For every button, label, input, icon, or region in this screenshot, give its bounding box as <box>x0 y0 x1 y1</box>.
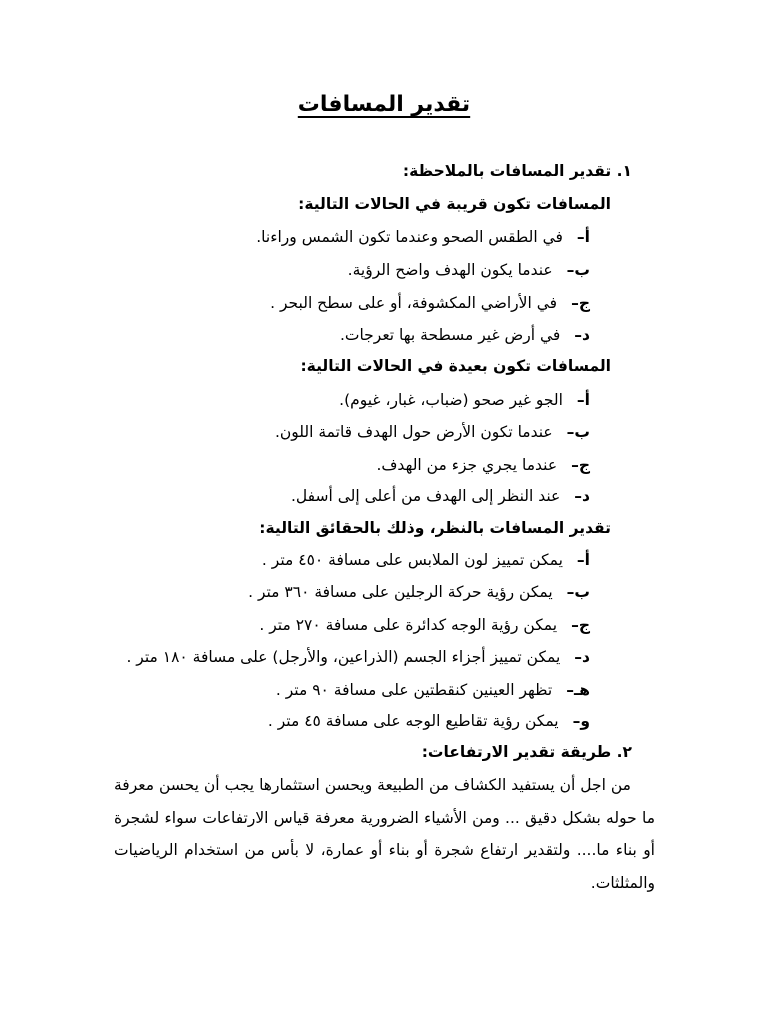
near-item <box>340 324 590 346</box>
far-item <box>275 421 590 443</box>
list-marker: ج– <box>571 616 590 634</box>
far-item <box>339 389 590 411</box>
list-item-text: عندما يكون الهدف واضح الرؤية. <box>347 261 553 279</box>
list-marker: ب– <box>566 261 590 279</box>
list-marker: د– <box>574 487 590 505</box>
near-item <box>256 226 590 248</box>
list-item-text: يمكن رؤية تقاطيع الوجه على مسافة ٤٥ متر . <box>267 712 559 730</box>
facts-item <box>259 614 590 636</box>
list-marker: د– <box>574 326 590 344</box>
facts-heading: تقدير المسافات بالنظر، وذلك بالحقائق التالية: <box>259 519 611 537</box>
list-marker: هـ– <box>566 681 590 699</box>
section2-heading: ٢. طريقة تقدير الارتفاعات: <box>421 743 632 761</box>
list-marker: د– <box>574 648 590 666</box>
list-item-text: في الأراضي المكشوفة، أو على سطح البحر . <box>270 294 558 312</box>
far-item <box>291 485 590 507</box>
section1-heading: ١. تقدير المسافات بالملاحظة: <box>402 162 632 180</box>
list-item-text: يمكن تمييز أجزاء الجسم (الذراعين، والأرجل) على مسافة ١٨٠ متر . <box>126 648 561 666</box>
facts-item <box>262 549 590 571</box>
list-item-text: عندما يجري جزء من الهدف. <box>376 456 558 474</box>
list-item-text: في الطقس الصحو وعندما تكون الشمس وراءنا. <box>256 228 563 246</box>
list-marker: أ– <box>576 551 590 569</box>
facts-item <box>248 581 590 603</box>
list-item-text: يمكن رؤية الوجه كدائرة على مسافة ٢٧٠ متر . <box>259 616 558 634</box>
facts-item <box>276 679 590 701</box>
list-item-text: في أرض غير مسطحة بها تعرجات. <box>339 326 561 344</box>
list-item-text: الجو غير صحو (ضباب، غبار، غيوم). <box>339 391 563 409</box>
list-item-text: يمكن رؤية حركة الرجلين على مسافة ٣٦٠ متر . <box>248 583 553 601</box>
far-item <box>376 454 590 476</box>
list-marker: أ– <box>576 228 590 246</box>
section2-paragraph: من اجل أن يستفيد الكشاف من الطبيعة ويحسن استثمارها يجب أن يحسن معرفة ما حوله بشكل دقيق ... ومن الأشياء الضرورية معرفة قياس الارتفاعات سواء لشجرة أو بناء ما.... ولتقدير ارتفاع شجرة أو بناء أو عمارة، لا بأس من استخدام الرياضيات والمثلثات. <box>114 776 655 892</box>
list-marker: ب– <box>566 583 590 601</box>
list-marker: ب– <box>566 423 590 441</box>
near-item <box>348 259 590 281</box>
list-item-text: يمكن تمييز لون الملابس على مسافة ٤٥٠ متر . <box>261 551 563 569</box>
near-heading: المسافات تكون قريبة في الحالات التالية: <box>298 195 611 213</box>
facts-item <box>268 710 590 732</box>
list-item-text: تظهر العينين كنقطتين على مسافة ٩٠ متر . <box>275 681 553 699</box>
page-title: تقدير المسافات <box>297 92 471 117</box>
list-marker: ج– <box>571 456 590 474</box>
list-item-text: عند النظر إلى الهدف من أعلى إلى أسفل. <box>290 487 561 505</box>
list-marker: ج– <box>571 294 590 312</box>
facts-item <box>126 646 590 668</box>
list-marker: أ– <box>576 391 590 409</box>
list-item-text: عندما تكون الأرض حول الهدف قاتمة اللون. <box>274 423 553 441</box>
list-marker: و– <box>572 712 590 730</box>
near-item <box>270 292 590 314</box>
far-heading: المسافات تكون بعيدة في الحالات التالية: <box>300 357 611 375</box>
